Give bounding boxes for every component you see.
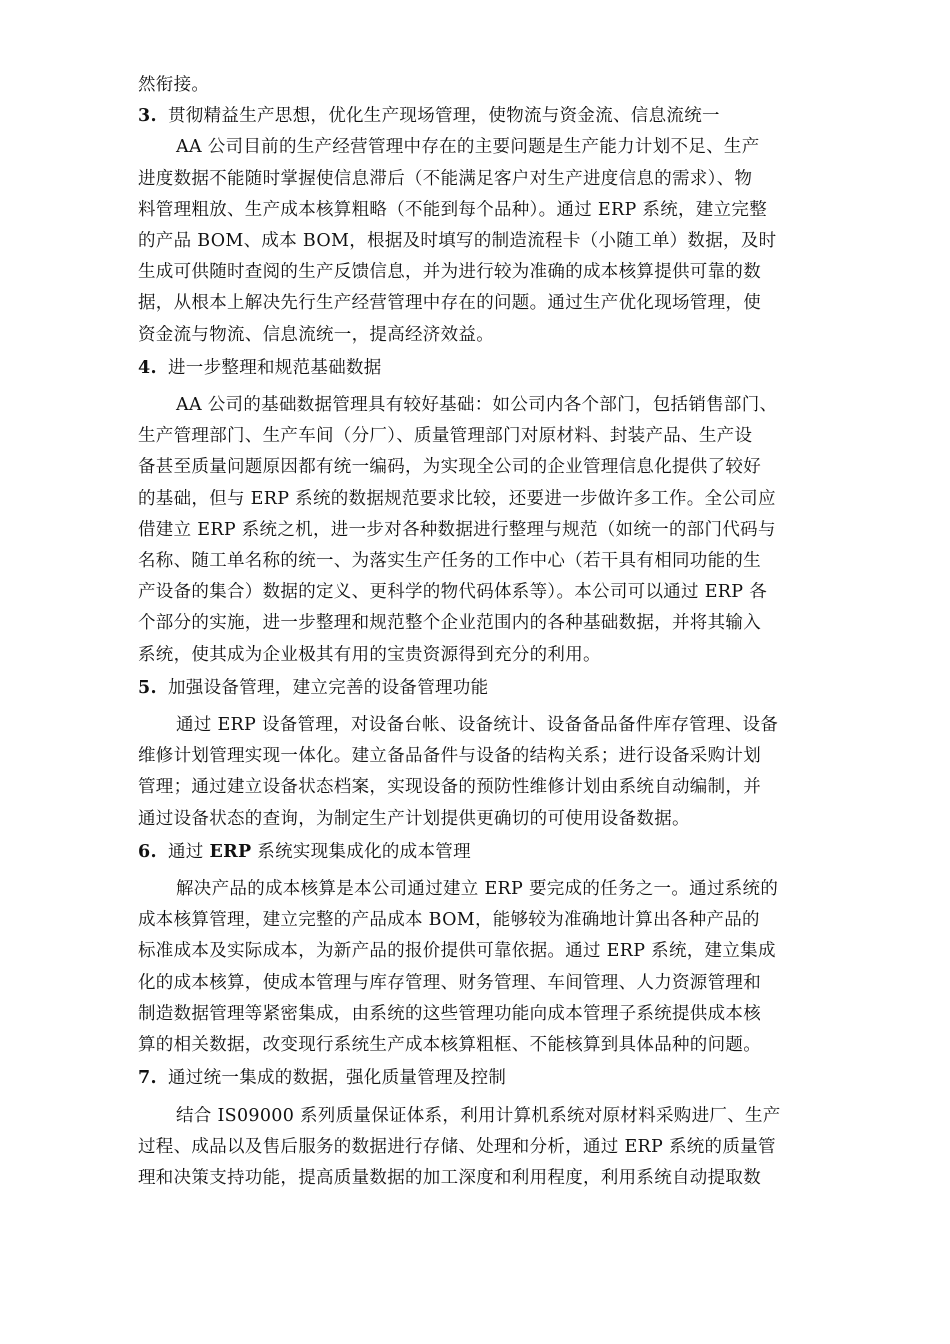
paragraph-line: 借建立 ERP 系统之机，进一步对各种数据进行整理与规范（如统一的部门代码与: [138, 519, 776, 540]
section-number: 4.: [138, 357, 157, 378]
section-7-heading: [138, 1063, 828, 1094]
paragraph-line: 的基础，但与 ERP 系统的数据规范要求比较，还要进一步做许多工作。全公司应: [138, 488, 776, 509]
paragraph-line: 管理；通过建立设备状态档案，实现设备的预防性维修计划由系统自动编制，并: [138, 777, 761, 798]
section-5-paragraph: [138, 710, 828, 835]
paragraph-line: 成本核算管理，建立完整的产品成本 BOM，能够较为准确地计算出各种产品的: [138, 910, 760, 931]
paragraph-line: 结合 IS09000 系列质量保证体系，利用计算机系统对原材料采购进厂、生产: [176, 1105, 781, 1126]
paragraph-line: 化的成本核算，使成本管理与库存管理、财务管理、车间管理、人力资源管理和: [138, 972, 761, 993]
paragraph-line: 生产管理部门、生产车间（分厂）、质量管理部门对原材料、封装产品、生产设: [138, 426, 753, 447]
section-3-heading: [138, 101, 828, 132]
section-4-paragraph: [138, 390, 828, 671]
paragraph-line: 标准成本及实际成本，为新产品的报价提供可靠依据。通过 ERP 系统，建立集成: [138, 941, 776, 962]
section-6-paragraph: [138, 874, 828, 1061]
paragraph-line: 备甚至质量问题原因都有统一编码，为实现全公司的企业管理信息化提供了较好: [138, 457, 761, 478]
section-3-paragraph: [138, 132, 828, 350]
paragraph-line: AA 公司的基础数据管理具有较好基础：如公司内各个部门，包括销售部门、: [176, 395, 778, 416]
section-title-pre: 通过: [168, 841, 210, 862]
section-title-post: 系统实现集成化的成本管理: [251, 841, 471, 862]
paragraph-line: 通过 ERP 设备管理，对设备台帐、设备统计、设备备品备件库存管理、设备: [176, 715, 779, 736]
paragraph-line: 个部分的实施，进一步整理和规范整个企业范围内的各种基础数据，并将其输入: [138, 613, 761, 634]
paragraph-line: 解决产品的成本核算是本公司通过建立 ERP 要完成的任务之一。通过系统的: [176, 879, 779, 900]
section-title: 贯彻精益生产思想，优化生产现场管理，使物流与资金流、信息流统一: [168, 106, 720, 127]
paragraph-line: 系统，使其成为企业极其有用的宝贵资源得到充分的利用。: [138, 644, 601, 665]
section-title: 通过统一集成的数据，强化质量管理及控制: [168, 1068, 507, 1089]
section-title: 进一步整理和规范基础数据: [168, 357, 382, 378]
document-page: [138, 70, 828, 1196]
section-title-bold: ERP: [209, 841, 252, 862]
paragraph-line: 的产品 BOM、成本 BOM，根据及时填写的制造流程卡（小随工单）数据，及时: [138, 231, 777, 252]
paragraph-line: 产设备的集合）数据的定义、更科学的物代码体系等）。本公司可以通过 ERP 各: [138, 582, 767, 603]
paragraph-line: 算的相关数据，改变现行系统生产成本核算粗框、不能核算到具体品种的问题。: [138, 1035, 761, 1056]
intro-tail-text: 然衔接。: [138, 75, 210, 95]
paragraph-line: 据，从根本上解决先行生产经营管理中存在的问题。通过生产优化现场管理，使: [138, 293, 761, 314]
section-5-heading: [138, 673, 828, 704]
paragraph-line: 料管理粗放、生产成本核算粗略（不能到每个品种）。通过 ERP 系统，建立完整: [138, 199, 767, 220]
section-title: 加强设备管理，建立完善的设备管理功能: [168, 677, 489, 698]
paragraph-line: 制造数据管理等紧密集成，由系统的这些管理功能向成本管理子系统提供成本核: [138, 1003, 761, 1024]
section-number: 7.: [138, 1068, 157, 1089]
paragraph-line: 生成可供随时查阅的生产反馈信息，并为进行较为准确的成本核算提供可靠的数: [138, 262, 761, 283]
paragraph-line: 进度数据不能随时掌握使信息滞后（不能满足客户对生产进度信息的需求）、物: [138, 168, 753, 189]
paragraph-line: 理和决策支持功能，提高质量数据的加工深度和利用程度，利用系统自动提取数: [138, 1167, 761, 1188]
paragraph-line: 资金流与物流、信息流统一，提高经济效益。: [138, 324, 494, 345]
section-6-heading: [138, 837, 828, 868]
paragraph-line: 通过设备状态的查询，为制定生产计划提供更确切的可使用设备数据。: [138, 808, 690, 829]
section-number: 6.: [138, 841, 157, 862]
section-number: 3.: [138, 106, 157, 127]
section-number: 5.: [138, 677, 157, 698]
section-7-paragraph: [138, 1101, 828, 1195]
paragraph-line: 过程、成品以及售后服务的数据进行存储、处理和分析，通过 ERP 系统的质量管: [138, 1136, 776, 1157]
paragraph-line: 维修计划管理实现一体化。建立备品备件与设备的结构关系；进行设备采购计划: [138, 746, 761, 767]
paragraph-line: 名称、随工单名称的统一、为落实生产任务的工作中心（若干具有相同功能的生: [138, 551, 761, 572]
section-4-heading: [138, 353, 828, 384]
paragraph-line: AA 公司目前的生产经营管理中存在的主要问题是生产能力计划不足、生产: [176, 137, 760, 158]
